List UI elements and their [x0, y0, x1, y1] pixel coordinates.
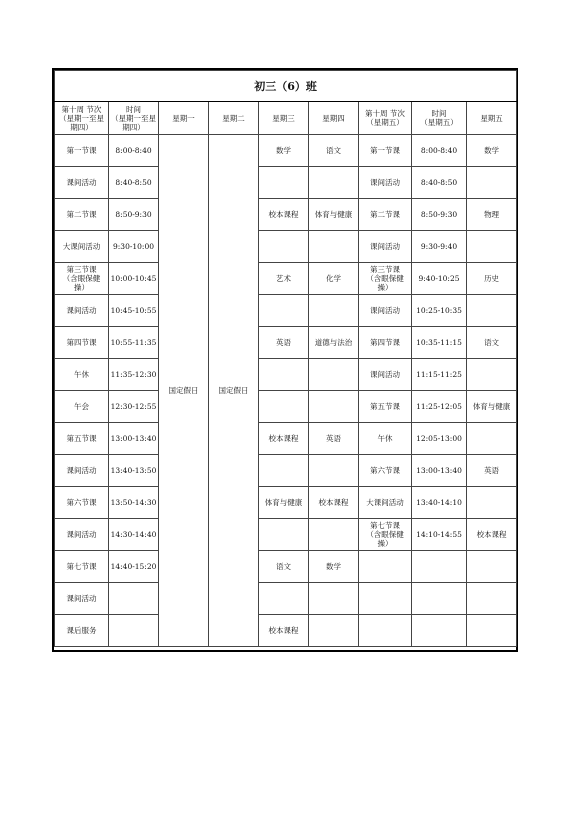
friday-cell [467, 551, 517, 583]
friday-period-cell: 第一节课 [359, 135, 412, 167]
table-row [55, 199, 517, 231]
timetable [54, 70, 517, 647]
friday-time-cell [412, 615, 467, 647]
header-time-mon-thu: 时间 （星期一至星 期四） [109, 102, 159, 135]
time-cell: 8:00-8:40 [109, 135, 159, 167]
period-cell: 第四节课 [55, 327, 109, 359]
friday-time-cell: 12:05-13:00 [412, 423, 467, 455]
thursday-cell [309, 583, 359, 615]
friday-period-cell [359, 583, 412, 615]
time-cell: 10:55-11:35 [109, 327, 159, 359]
table-row [55, 423, 517, 455]
period-cell: 课间活动 [55, 583, 109, 615]
friday-cell: 语文 [467, 327, 517, 359]
header-row [55, 102, 517, 135]
friday-time-cell: 14:10-14:55 [412, 519, 467, 551]
friday-period-cell: 课间活动 [359, 359, 412, 391]
friday-period-cell: 第四节课 [359, 327, 412, 359]
period-cell: 午休 [55, 359, 109, 391]
friday-period-cell: 第五节课 [359, 391, 412, 423]
friday-cell [467, 295, 517, 327]
friday-time-cell [412, 583, 467, 615]
time-cell [109, 583, 159, 615]
thursday-cell: 校本课程 [309, 487, 359, 519]
monday-holiday-cell: 国定假日 [159, 135, 209, 647]
friday-period-cell [359, 615, 412, 647]
friday-period-cell: 课间活动 [359, 231, 412, 263]
wednesday-cell [259, 391, 309, 423]
wednesday-cell: 数学 [259, 135, 309, 167]
table-row [55, 295, 517, 327]
friday-time-cell: 8:00-8:40 [412, 135, 467, 167]
period-cell: 课间活动 [55, 295, 109, 327]
time-cell: 13:00-13:40 [109, 423, 159, 455]
friday-period-cell: 课间活动 [359, 167, 412, 199]
table-row [55, 551, 517, 583]
thursday-cell: 数学 [309, 551, 359, 583]
table-row [55, 359, 517, 391]
wednesday-cell [259, 583, 309, 615]
table-row [55, 455, 517, 487]
wednesday-cell: 校本课程 [259, 423, 309, 455]
header-monday: 星期一 [159, 102, 209, 135]
period-cell: 课间活动 [55, 167, 109, 199]
time-cell: 14:30-14:40 [109, 519, 159, 551]
friday-cell: 英语 [467, 455, 517, 487]
table-row [55, 583, 517, 615]
friday-cell: 校本课程 [467, 519, 517, 551]
friday-period-cell [359, 551, 412, 583]
period-cell: 第二节课 [55, 199, 109, 231]
friday-cell [467, 359, 517, 391]
thursday-cell: 化学 [309, 263, 359, 295]
thursday-cell: 语文 [309, 135, 359, 167]
friday-cell [467, 583, 517, 615]
friday-time-cell: 11:25-12:05 [412, 391, 467, 423]
friday-period-cell: 第六节课 [359, 455, 412, 487]
friday-cell: 历史 [467, 263, 517, 295]
timetable-sheet [52, 68, 518, 652]
table-row [55, 615, 517, 647]
friday-cell [467, 167, 517, 199]
table-title: 初三（6）班 [55, 71, 517, 102]
friday-time-cell: 13:40-14:10 [412, 487, 467, 519]
wednesday-cell [259, 167, 309, 199]
friday-cell [467, 487, 517, 519]
table-row [55, 263, 517, 295]
time-cell: 14:40-15:20 [109, 551, 159, 583]
table-row [55, 327, 517, 359]
friday-time-cell: 13:00-13:40 [412, 455, 467, 487]
friday-time-cell: 9:40-10:25 [412, 263, 467, 295]
period-cell: 课间活动 [55, 519, 109, 551]
thursday-cell [309, 167, 359, 199]
thursday-cell [309, 455, 359, 487]
period-cell: 课间活动 [55, 455, 109, 487]
period-cell: 课后服务 [55, 615, 109, 647]
time-cell: 8:50-9:30 [109, 199, 159, 231]
wednesday-cell: 校本课程 [259, 199, 309, 231]
wednesday-cell [259, 295, 309, 327]
table-row [55, 135, 517, 167]
friday-period-cell: 课间活动 [359, 295, 412, 327]
time-cell: 11:35-12:30 [109, 359, 159, 391]
thursday-cell: 英语 [309, 423, 359, 455]
time-cell: 10:00-10:45 [109, 263, 159, 295]
friday-cell: 物理 [467, 199, 517, 231]
time-cell [109, 615, 159, 647]
time-cell: 13:40-13:50 [109, 455, 159, 487]
thursday-cell [309, 391, 359, 423]
period-cell: 第六节课 [55, 487, 109, 519]
wednesday-cell [259, 359, 309, 391]
friday-time-cell: 10:35-11:15 [412, 327, 467, 359]
wednesday-cell: 艺术 [259, 263, 309, 295]
thursday-cell: 体育与健康 [309, 199, 359, 231]
time-cell: 8:40-8:50 [109, 167, 159, 199]
table-row [55, 231, 517, 263]
thursday-cell [309, 295, 359, 327]
friday-cell: 数学 [467, 135, 517, 167]
thursday-cell [309, 231, 359, 263]
friday-period-cell: 午休 [359, 423, 412, 455]
friday-time-cell: 8:40-8:50 [412, 167, 467, 199]
friday-time-cell: 8:50-9:30 [412, 199, 467, 231]
friday-time-cell: 9:30-9:40 [412, 231, 467, 263]
period-cell: 第五节课 [55, 423, 109, 455]
thursday-cell [309, 519, 359, 551]
friday-period-cell: 第二节课 [359, 199, 412, 231]
header-period-mon-thu: 第十周 节次 （星期一至星 期四） [55, 102, 109, 135]
table-row [55, 487, 517, 519]
friday-period-cell: 第三节课 （含眼保健 操） [359, 263, 412, 295]
header-tuesday: 星期二 [209, 102, 259, 135]
period-cell: 午会 [55, 391, 109, 423]
header-friday: 星期五 [467, 102, 517, 135]
wednesday-cell [259, 519, 309, 551]
header-period-fri: 第十周 节次 （星期五） [359, 102, 412, 135]
thursday-cell: 道德与法治 [309, 327, 359, 359]
wednesday-cell [259, 455, 309, 487]
friday-cell [467, 615, 517, 647]
friday-period-cell: 第七节课 （含眼保健 操） [359, 519, 412, 551]
wednesday-cell: 体育与健康 [259, 487, 309, 519]
friday-time-cell [412, 551, 467, 583]
friday-period-cell: 大课间活动 [359, 487, 412, 519]
tuesday-holiday-cell: 国定假日 [209, 135, 259, 647]
time-cell: 13:50-14:30 [109, 487, 159, 519]
friday-time-cell: 11:15-11:25 [412, 359, 467, 391]
time-cell: 9:30-10:00 [109, 231, 159, 263]
table-row [55, 519, 517, 551]
thursday-cell [309, 359, 359, 391]
table-row [55, 391, 517, 423]
friday-time-cell: 10:25-10:35 [412, 295, 467, 327]
header-wednesday: 星期三 [259, 102, 309, 135]
time-cell: 10:45-10:55 [109, 295, 159, 327]
period-cell: 大课间活动 [55, 231, 109, 263]
time-cell: 12:30-12:55 [109, 391, 159, 423]
friday-cell: 体育与健康 [467, 391, 517, 423]
header-time-fri: 时间 （星期五） [412, 102, 467, 135]
table-row [55, 167, 517, 199]
period-cell: 第一节课 [55, 135, 109, 167]
wednesday-cell: 校本课程 [259, 615, 309, 647]
period-cell: 第七节课 [55, 551, 109, 583]
thursday-cell [309, 615, 359, 647]
period-cell: 第三节课 （含眼保健 操） [55, 263, 109, 295]
wednesday-cell [259, 231, 309, 263]
friday-cell [467, 231, 517, 263]
wednesday-cell: 英语 [259, 327, 309, 359]
friday-cell [467, 423, 517, 455]
header-thursday: 星期四 [309, 102, 359, 135]
wednesday-cell: 语文 [259, 551, 309, 583]
